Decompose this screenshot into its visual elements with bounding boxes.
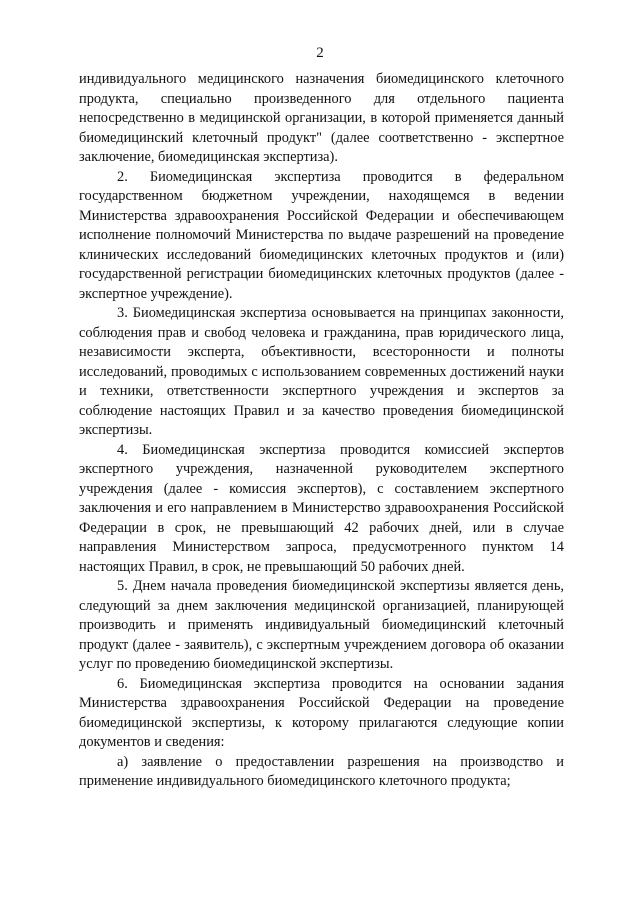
paragraph-subitem-a: а) заявление о предоставлении разрешения на производство и применение индивидуального биомедицинского клеточного продукта;	[79, 753, 564, 789]
paragraph-item-2: 2. Биомедицинская экспертиза проводится в федеральном государственном бюджетном учреждении, находящемся в ведении Министерства здравоохранения Российской Федерации и обеспечивающем исполнение полномочий Министерства по выдаче разрешений на проведение клинических исследований биомедицинских клеточных продуктов и (или) государственной регистрации биомедицинских клеточных продуктов (далее - экспертное учреждение).	[79, 168, 564, 302]
page-number: 2	[316, 45, 324, 61]
paragraph-continuation: индивидуального медицинского назначения биомедицинского клеточного продукта, специально произведенного для отдельного пациента непосредственно в медицинской организации, в которой применяется данный биомедицинский клеточный продукт" (далее соответственно - экспертное заключение, биомедицинская экспертиза).	[79, 71, 564, 165]
paragraph-item-4: 4. Биомедицинская экспертиза проводится комиссией экспертов экспертного учреждения, назначенной руководителем экспертного учреждения (далее - комиссия экспертов), с составлением экспертного заключения и его направлением в Министерство здравоохранения Российской Федерации в срок, не превышающий 42 рабочих дней, или в случае направления Министерством запроса, предусмотренного пунктом 14 настоящих Правил, в срок, не превышающий 50 рабочих дней.	[79, 441, 564, 575]
document-body	[79, 70, 564, 792]
paragraph-item-3: 3. Биомедицинская экспертиза основывается на принципах законности, соблюдения прав и свобод человека и гражданина, прав юридического лица, независимости эксперта, объективности, всесторонности и полноты исследований, проводимых с использованием современных достижений науки и техники, ответственности экспертного учреждения и экспертов за соблюдение настоящих Правил и за качество проведения биомедицинской экспертизы.	[79, 305, 564, 438]
paragraph-item-5: 5. Днем начала проведения биомедицинской экспертизы является день, следующий за днем заключения медицинской организацией, планирующей производить и применять индивидуальный биомедицинский клеточный продукт (далее - заявитель), с экспертным учреждением договора об оказании услуг по проведению биомедицинской экспертизы.	[79, 578, 564, 672]
paragraph-item-6: 6. Биомедицинская экспертиза проводится на основании задания Министерства здравоохранения Российской Федерации на проведение биомедицинской экспертизы, к которому прилагаются следующие копии документов и сведения:	[79, 675, 564, 750]
